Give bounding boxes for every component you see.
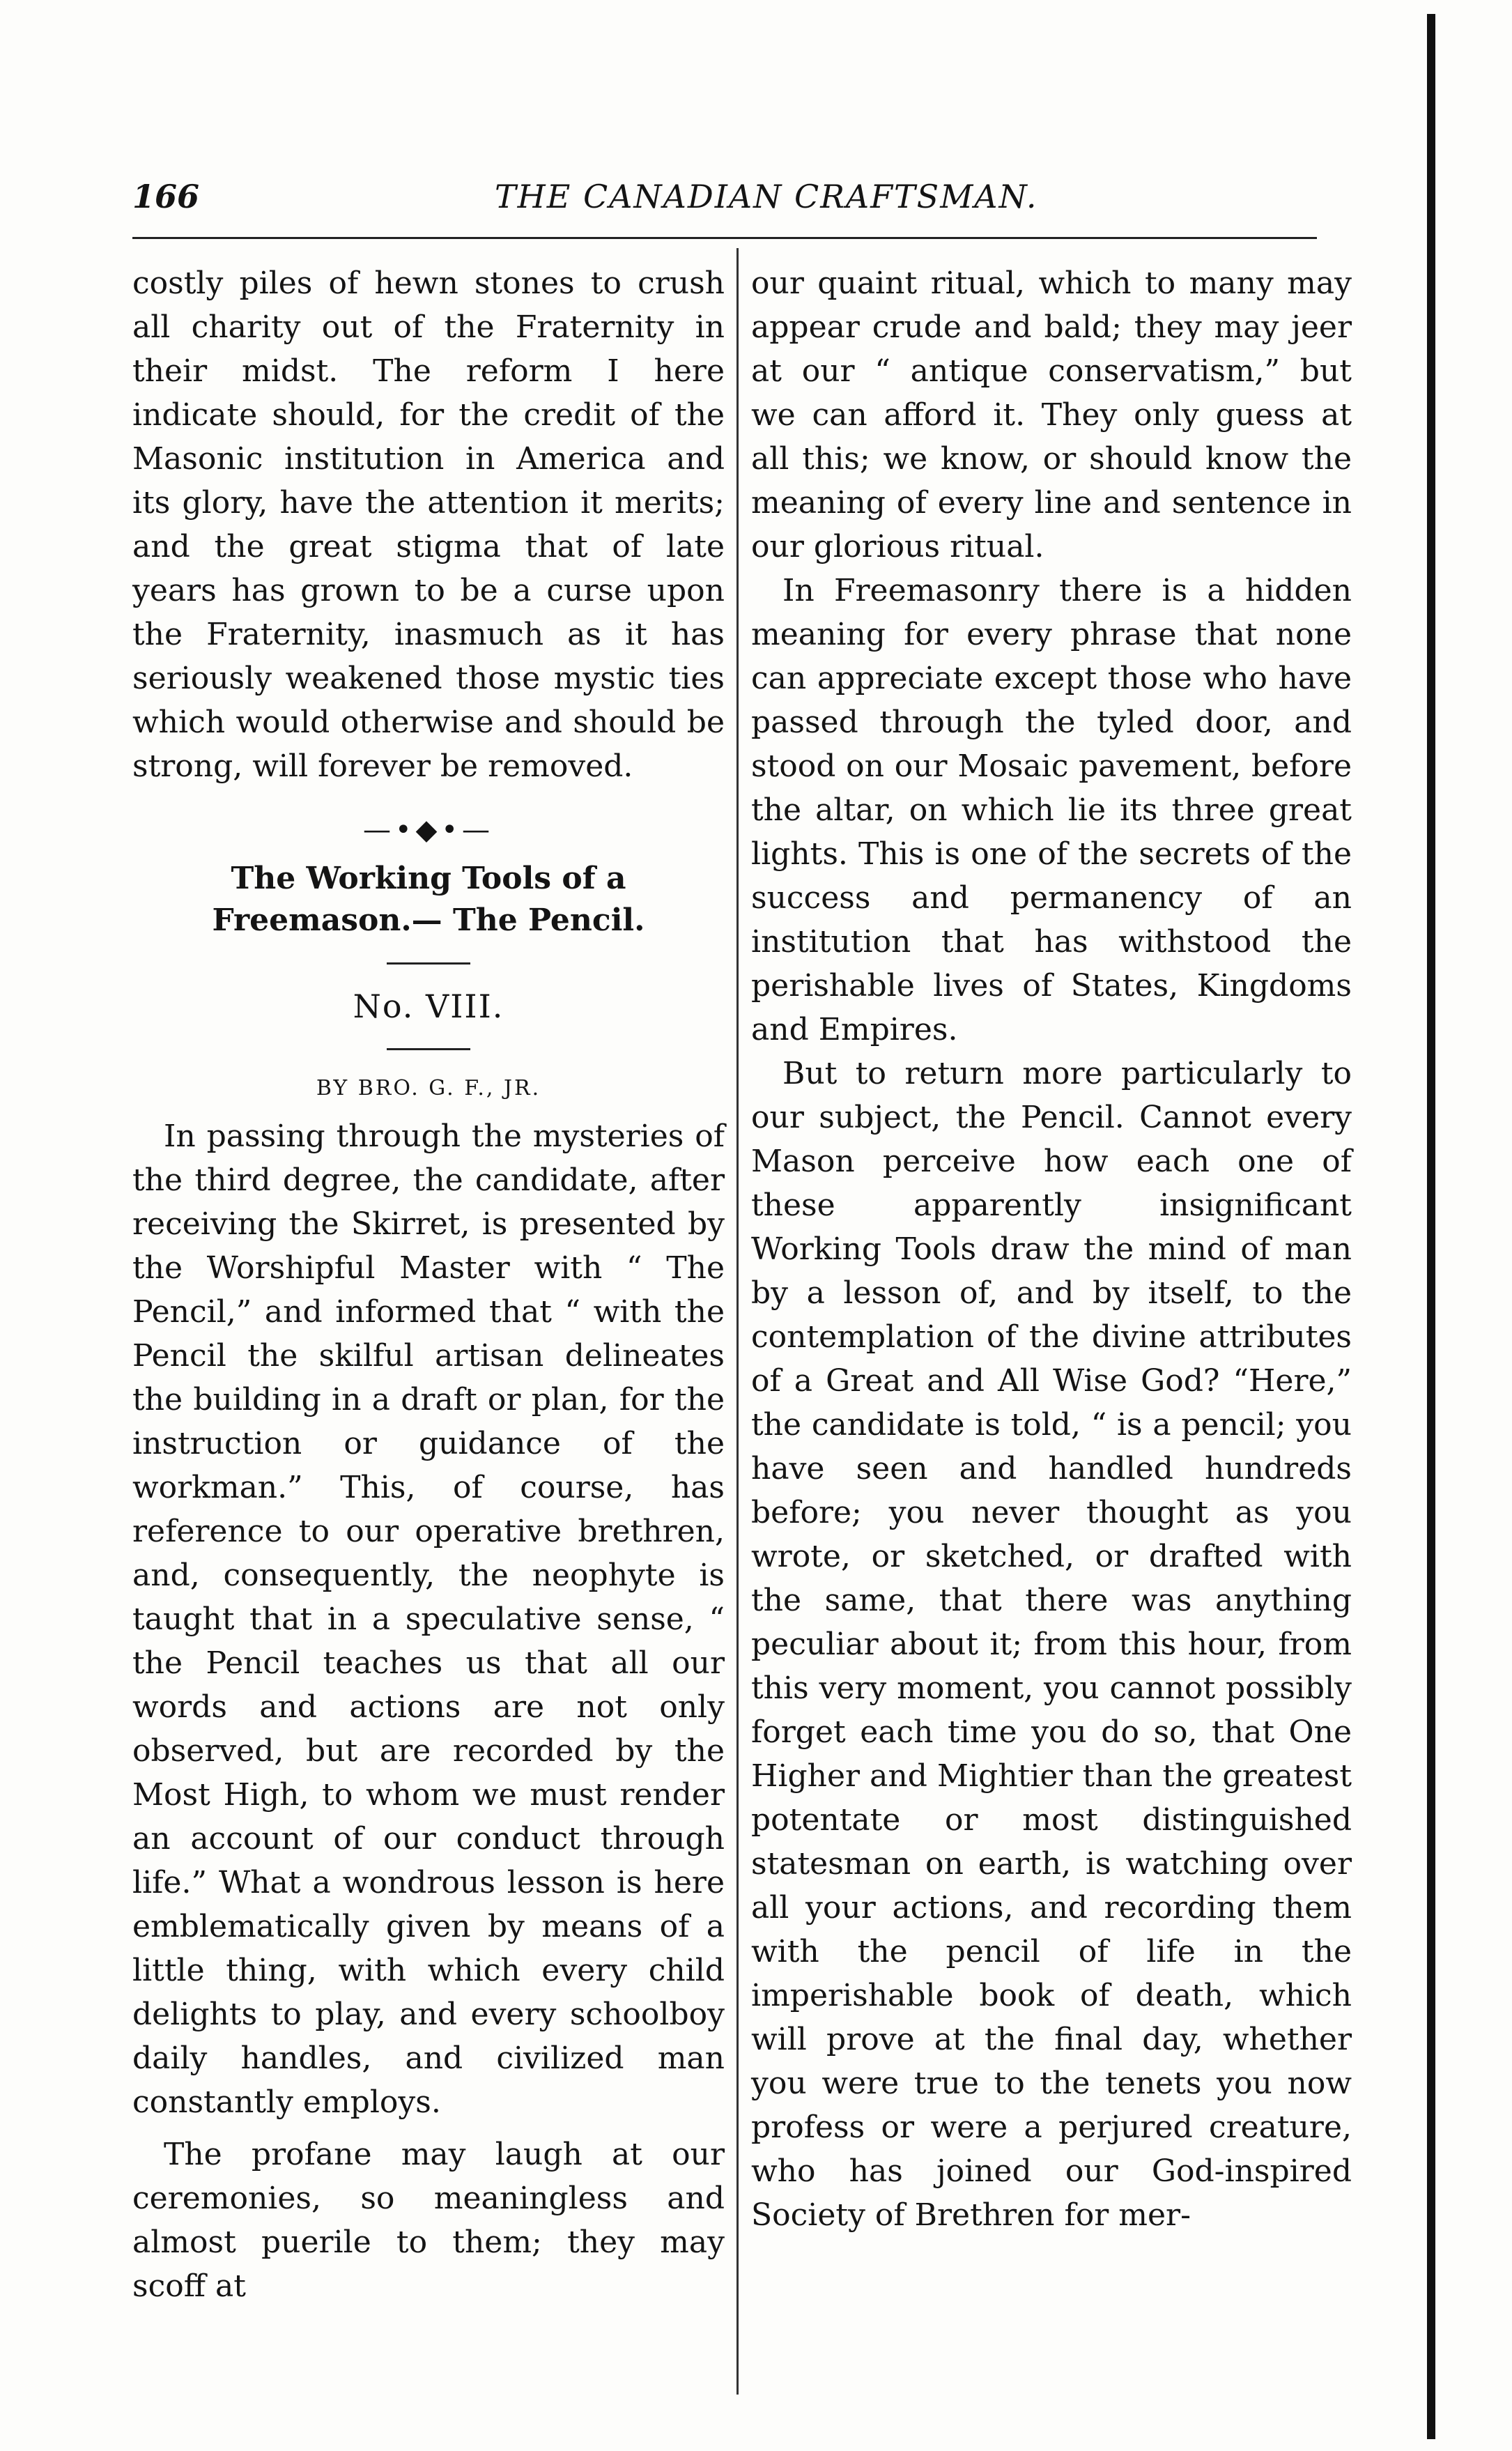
left-column: [132, 261, 725, 2308]
page-header: [132, 178, 1317, 226]
article-title: The Working Tools of a Freemason.— The Pencil.: [212, 861, 645, 938]
number-rule: [387, 1048, 470, 1050]
article-number: No. VIII.: [353, 988, 504, 1025]
right-paragraph-2: In Freemasonry there is a hidden meaning for every phrase that none can appreciate except those who have passed through the tyled door, and stood on our Mosaic pavement, before the altar, on which lie its three great lights. This is one of the secrets of the success and permanency of an institution that has withstood the perishable lives of States, Kingdoms and Empires.: [751, 573, 1352, 1047]
right-column: [751, 261, 1352, 2237]
right-continuation-paragraph: our quaint ritual, which to many may appear crude and bald; they may jeer at our “ antique conservatism,” but we can afford it. They only guess at all this; we know, or should know the meaning of every line and sentence in our glorious ritual.: [751, 266, 1352, 564]
right-paragraph-3: But to return more particularly to our subject, the Pencil. Cannot every Mason perceive how each one of these apparently insignificant Working Tools draw the mind of man by a lesson of, and by itself, to the contemplation of the divine attributes of a Great and All Wise God? “Here,” the candidate is told, “ is a pencil; you have seen and handled hundreds before; you never thought as you wrote, or sketched, or drafted with the same, that there was anything peculiar about it; from this hour, from this very moment, you cannot possibly forget each time you do so, that One Higher and Mightier than the greatest potentate or most distinguished statesman on earth, is watching over all your actions, and recording them with the pencil of life in the imperishable book of death, which will prove at the final day, whether you were true to the tenets you now profess or were a perjured creature, who has joined our God-inspired Society of Brethren for mer-: [751, 1056, 1352, 2233]
section-ornament: —•◆•—: [363, 814, 494, 846]
column-divider: [736, 248, 739, 2395]
left-continuation-paragraph: costly piles of hewn stones to crush all charity out of the Fraternity in their midst. The reform I here indicate should, for the credit of the Masonic institution in America and its glory, have the attention it merits; and the great stigma that of late years has grown to be a curse upon the Fraternity, inasmuch as it has seriously weakened those mystic ties which would otherwise and should be strong, will forever be removed.: [132, 266, 725, 784]
page-edge-shadow: [1427, 14, 1435, 2439]
running-title: THE CANADIAN CRAFTSMAN.: [495, 178, 1038, 215]
article-paragraph-1: In passing through the mysteries of the third degree, the candidate, after receiving the Skirret, is presented by the Worshipful Master with “ The Pencil,” and informed that “ with the Pencil the skilful artisan delineates the building in a draft or plan, for the instruction or guidance of the workman.” This, of course, has reference to our operative brethren, and, consequently, the neophyte is taught that in a speculative sense, “ the Pencil teaches us that all our words and actions are not only observed, but are recorded by the Most High, to whom we must render an account of our conduct through life.” What a wondrous lesson is here emblematically given by means of a little thing, with which every child delights to play, and every schoolboy daily handles, and civilized man constantly employs.: [132, 1119, 725, 2120]
page-number: 166: [132, 178, 200, 215]
header-rule: [132, 237, 1317, 239]
article-paragraph-2: The profane may laugh at our ceremonies, so meaningless and almost puerile to them; they may scoff at: [132, 2137, 725, 2304]
title-rule: [387, 962, 470, 965]
article-byline: BY BRO. G. F., JR.: [316, 1076, 541, 1100]
